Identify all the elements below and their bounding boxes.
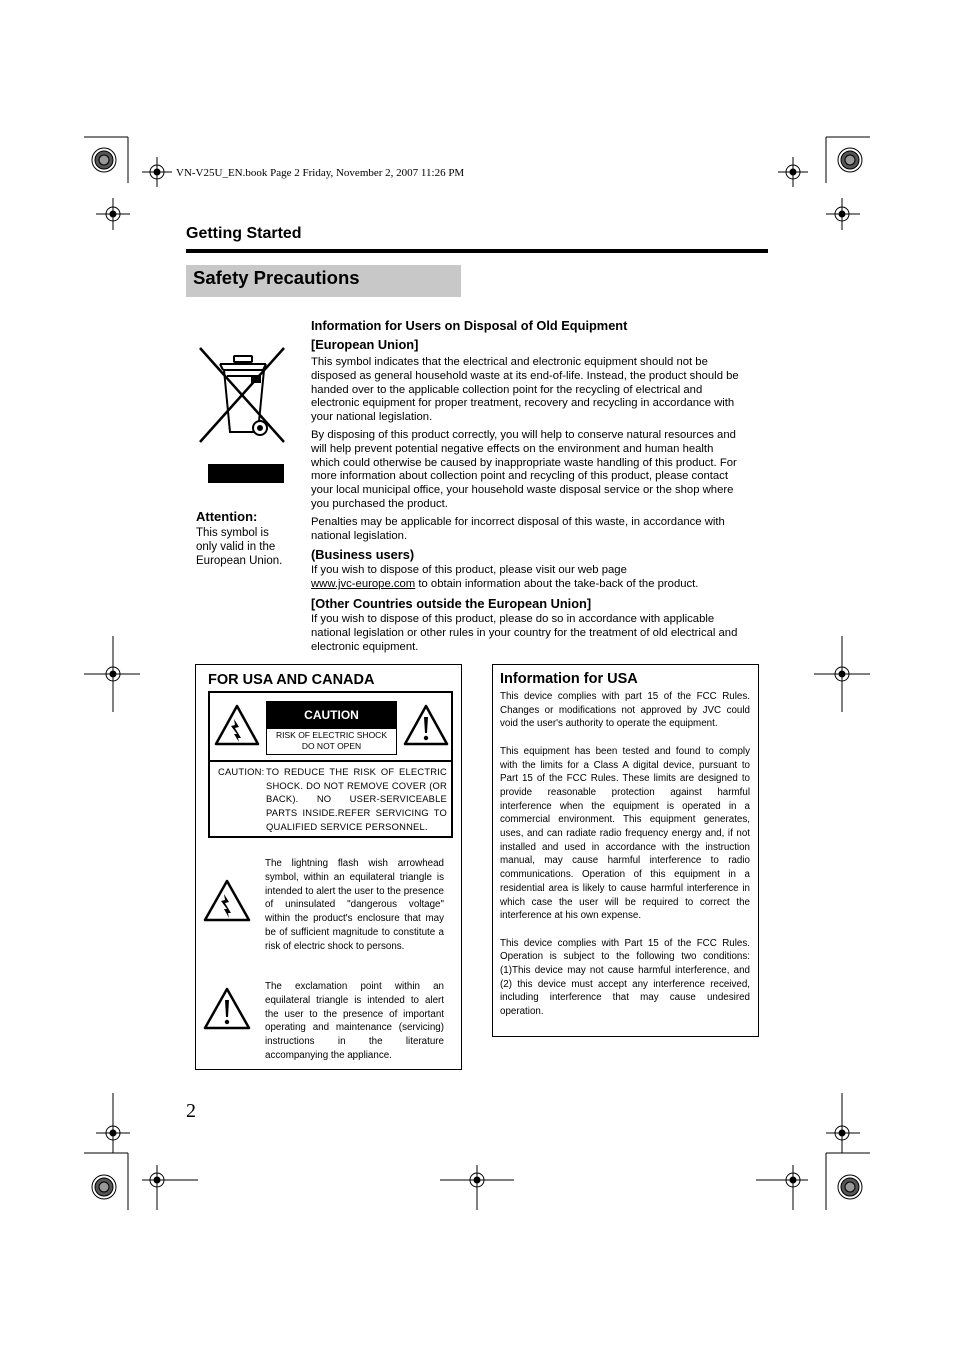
eu-paragraph-1: This symbol indicates that the electrical and electronic equipment should not be disposed as general household waste at its end-of-life. Instead, the product should be handed over to the applicable collection point for the recycling of electrical and electronic equipment for proper treatment, recovery and recycling in accordance with your national legislation. bbox=[311, 356, 739, 424]
attention-heading: Attention: bbox=[196, 509, 258, 524]
business-text-before: If you wish to dispose of this product, please visit our web page bbox=[311, 564, 627, 577]
info-usa-content bbox=[500, 670, 750, 1033]
eu-paragraph-3: Penalties may be applicable for incorrect disposal of this waste, in accordance with national legislation. bbox=[311, 515, 725, 542]
crossed-out-wheelie-bin-icon bbox=[196, 344, 292, 486]
page-number: 2 bbox=[186, 1100, 196, 1122]
exclamation-explanation: The exclamation point within an equilateral triangle is intended to alert the user to the presence of important operating and maintenance (servicing) instructions in the literature accompanying the appliance. bbox=[265, 981, 444, 1061]
lightning-explanation: The lightning flash wish arrowhead symbol, within an equilateral triangle is intended to alert the user to the presence of uninsulated "dangerous voltage" within the product's enclosure that may be of sufficient magnitude to constitute a risk of electric shock to persons. bbox=[265, 858, 444, 952]
eu-paragraph-2: By disposing of this product correctly, you will help to conserve natural resources and will help prevent potential negative effects on the environment and human health which could otherwise be caused by inappropriate waste handling of this product. For more information about collection point and recycling of this product, please contact your local municipal office, your household waste disposal service or the shop where you purchased the product. bbox=[311, 428, 737, 510]
print-header-note: VN-V25U_EN.book Page 2 Friday, November 2, 2007 11:26 PM bbox=[176, 167, 465, 179]
jvc-europe-link[interactable]: www.jvc-europe.com bbox=[311, 578, 416, 591]
attention-text: This symbol is only valid in the European Union. bbox=[196, 527, 283, 567]
other-countries-heading: [Other Countries outside the European Union] bbox=[311, 595, 592, 611]
risk-of-shock-box bbox=[266, 728, 397, 755]
eu-heading: [European Union] bbox=[311, 337, 419, 352]
usa-canada-heading: FOR USA AND CANADA bbox=[208, 672, 375, 688]
risk-line-1: RISK OF ELECTRIC SHOCK bbox=[276, 730, 387, 740]
info-usa-heading: Information for USA bbox=[500, 671, 638, 687]
caution-text-block bbox=[218, 765, 447, 834]
disposal-section bbox=[311, 318, 741, 658]
business-heading: (Business users) bbox=[311, 547, 415, 563]
disposal-heading: Information for Users on Disposal of Old Equipment bbox=[311, 318, 628, 333]
caution-label: CAUTION bbox=[266, 701, 397, 729]
lightning-triangle-icon bbox=[202, 878, 252, 924]
business-text-after: to obtain information about the take-back of the product. bbox=[415, 578, 699, 591]
section-label: Getting Started bbox=[186, 225, 302, 242]
attention-note bbox=[196, 510, 291, 568]
caution-text: TO REDUCE THE RISK OF ELECTRIC SHOCK. DO NOT REMOVE COVER (OR BACK). NO USER-SERVICEABLE PARTS INSIDE.REFER SERVICING TO QUALIFIED SERVICE PERSONNEL. bbox=[266, 766, 447, 832]
caution-prefix: CAUTION: bbox=[218, 766, 265, 777]
info-usa-paragraph-3: This device complies with Part 15 of the FCC Rules. Operation is subject to the following two conditions: (1)This device may not cause harmful interference, and (2) this device must accept any interference received, including interference that may cause undesired operation. bbox=[500, 937, 750, 1018]
info-usa-paragraph-2: This equipment has been tested and found to comply with the limits for a Class A digital device, pursuant to Part 15 of the FCC Rules. These limits are designed to provide reasonable protection against harmful interference when the equipment is operated in a commercial environment. This equipment generates, uses, and can radiate radio frequency energy and, if not installed and used in accordance with the instruction manual, may cause harmful interference to radio communications. Operation of this equipment in a residential area is likely to cause harmful interference in which case the user will be required to correct the interference at his own expense. bbox=[500, 745, 750, 922]
exclamation-triangle-icon bbox=[402, 702, 450, 748]
caution-divider bbox=[208, 760, 453, 762]
section-rule bbox=[186, 249, 768, 253]
page-title: Safety Precautions bbox=[193, 267, 360, 288]
risk-line-2: DO NOT OPEN bbox=[301, 741, 362, 751]
lightning-triangle-icon bbox=[213, 702, 261, 748]
other-countries-paragraph: If you wish to dispose of this product, please do so in accordance with applicable national legislation or other rules in your country for the treatment of old electrical and electronic equipment. bbox=[311, 612, 738, 653]
info-usa-paragraph-1: This device complies with part 15 of the FCC Rules. Changes or modifications not approved by JVC could void the user's authority to operate the equipment. bbox=[500, 691, 750, 730]
exclamation-triangle-icon bbox=[202, 986, 252, 1032]
page-title-box bbox=[186, 265, 461, 297]
business-paragraph bbox=[311, 564, 741, 592]
